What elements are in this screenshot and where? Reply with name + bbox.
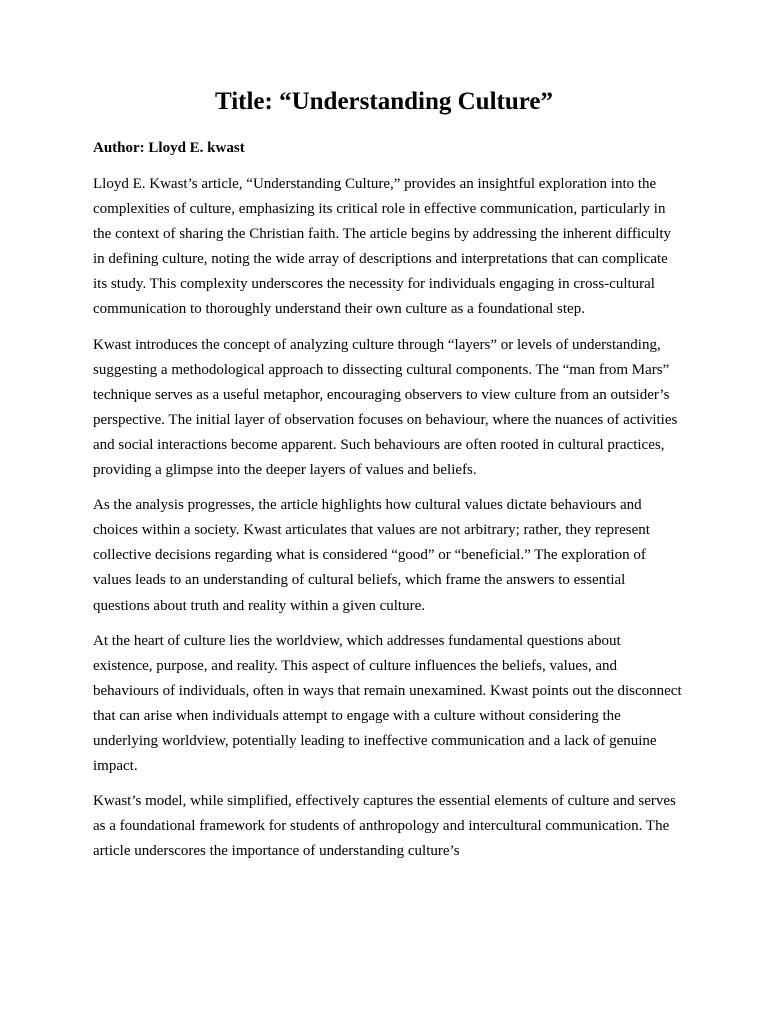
document-body — [93, 172, 683, 874]
paragraph-3: As the analysis progresses, the article highlights how cultural values dictate behaviours and choices within a society. Kwast articulates that values are not arbitrary; rather, they represent collective decisions regarding what is considered “good” or “beneficial.” The exploration of values leads to an understanding of cultural beliefs, which frame the answers to essential questions about truth and reality within a given culture. — [93, 497, 650, 614]
paragraph-4: At the heart of culture lies the worldview, which addresses fundamental questions about existence, purpose, and reality. This aspect of culture influences the beliefs, values, and behaviours of individuals, often in ways that remain unexamined. Kwast points out the disconnect that can arise when individuals attempt to engage with a culture without considering the underlying worldview, potentially leading to ineffective communication and a lack of genuine impact. — [93, 632, 682, 775]
document-author: Author: Lloyd E. kwast — [93, 140, 245, 156]
document-title: Title: “Understanding Culture” — [214, 88, 553, 115]
paragraph-1: Lloyd E. Kwast’s article, “Understanding Culture,” provides an insightful exploration into the complexities of culture, emphasizing its critical role in effective communication, particularly in the context of sharing the Christian faith. The article begins by addressing the inherent difficulty in defining culture, noting the wide array of descriptions and interpretations that can complicate its study. This complexity underscores the necessity for individuals engaging in cross-cultural communication to thoroughly understand their own culture as a foundational step. — [93, 176, 672, 318]
paragraph-2: Kwast introduces the concept of analyzing culture through “layers” or levels of understanding, suggesting a methodological approach to dissecting cultural components. The “man from Mars” technique serves as a useful metaphor, encouraging observers to view culture from an outsider’s perspective. The initial layer of observation focuses on behaviour, where the nuances of activities and social interactions become apparent. Such behaviours are often rooted in cultural practices, providing a glimpse into the deeper layers of values and beliefs. — [93, 336, 678, 479]
paragraph-5: Kwast’s model, while simplified, effectively captures the essential elements of culture and serves as a foundational framework for students of anthropology and intercultural communication. The article underscores the importance of understanding culture’s — [93, 793, 676, 860]
